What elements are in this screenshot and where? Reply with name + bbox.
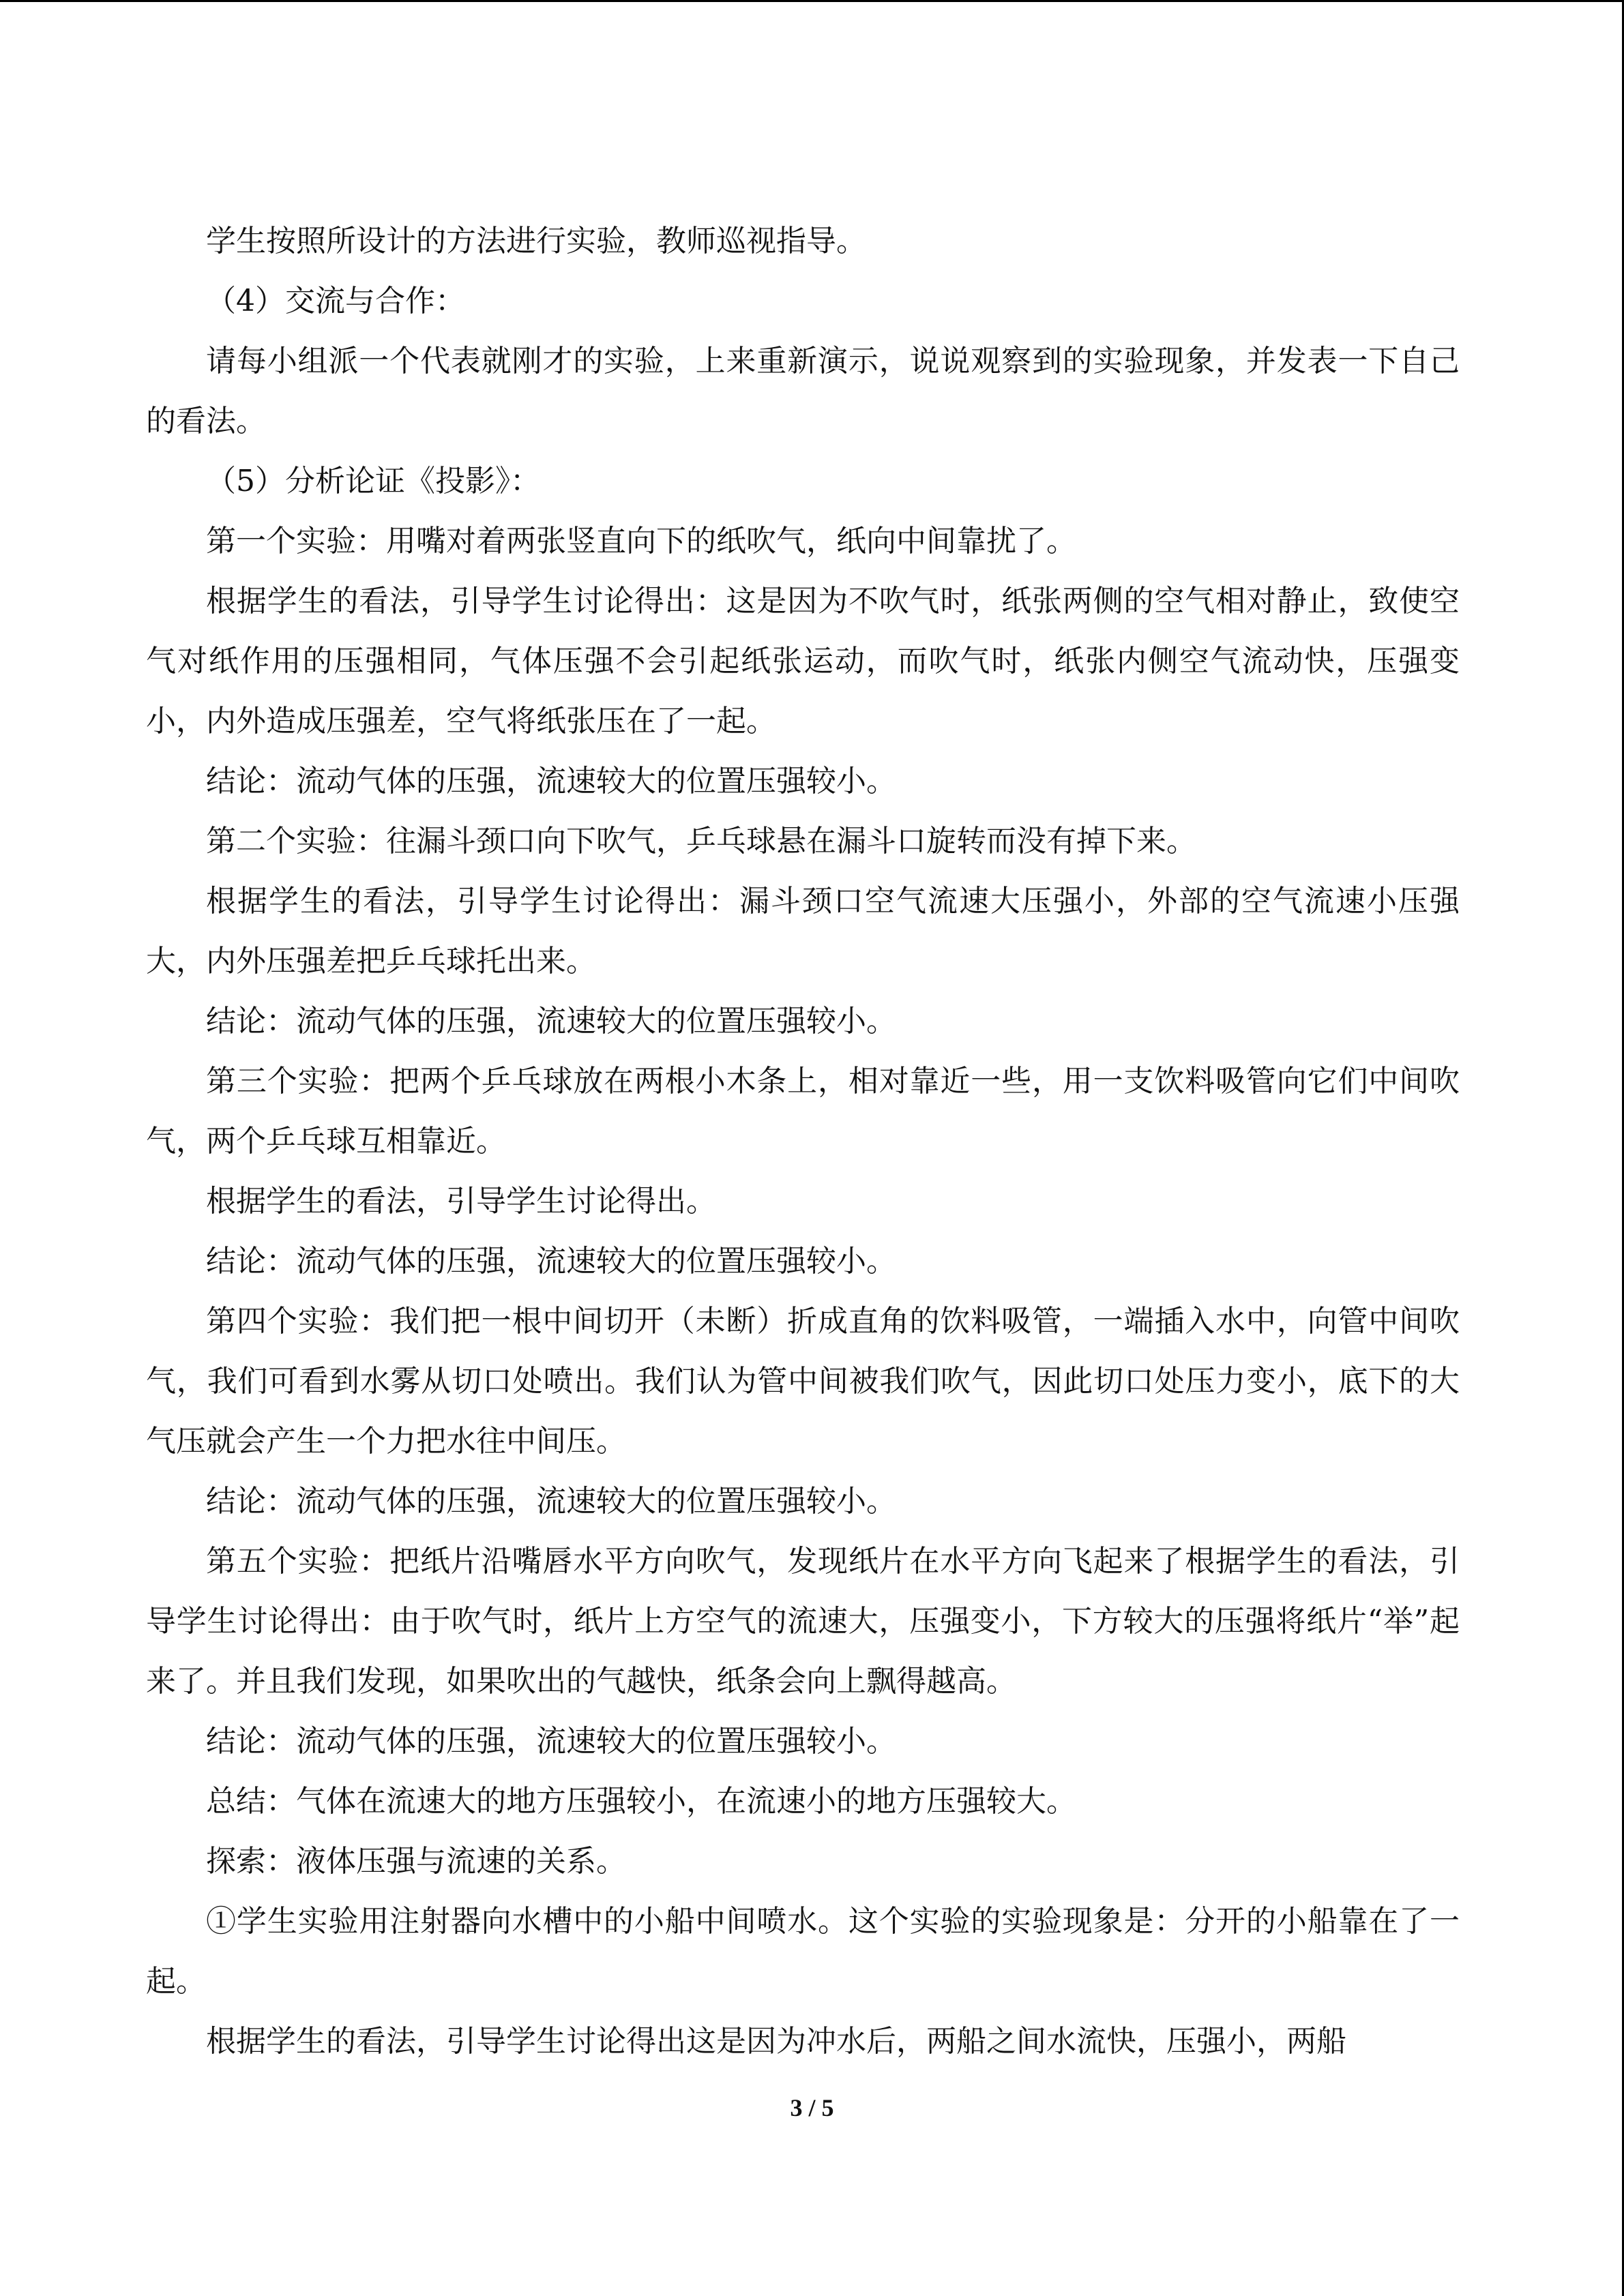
paragraph-discussion-2: 根据学生的看法，引导学生讨论得出：漏斗颈口空气流速大压强小，外部的空气流速小压强大，内外压强差把乒乓球托出来。 xyxy=(146,884,1460,979)
paragraph-experiment-5: 第五个实验：把纸片沿嘴唇水平方向吹气，发现纸片在水平方向飞起来了根据学生的看法，引导学生讨论得出：由于吹气时，纸片上方空气的流速大，压强变小，下方较大的压强将纸片“举”起来了。并且我们发现，如果吹出的气越快，纸条会向上飘得越高。 xyxy=(146,1544,1460,1699)
paragraph-discussion-1: 根据学生的看法，引导学生讨论得出：这是因为不吹气时，纸张两侧的空气相对静止，致使空气对纸作用的压强相同，气体压强不会引起纸张运动，而吹气时，纸张内侧空气流动快，压强变小，内外造成压强差，空气将纸张压在了一起。 xyxy=(146,584,1460,739)
page-top-border xyxy=(0,0,1624,2)
paragraph-experiment-guidance: 学生按照所设计的方法进行实验，教师巡视指导。 xyxy=(206,224,866,258)
paragraph-experiment-3: 第三个实验：把两个乒乓球放在两根小木条上，相对靠近一些，用一支饮料吸管向它们中间吹气，两个乒乓球互相靠近。 xyxy=(146,1064,1460,1159)
paragraph-exploration: 探索：液体压强与流速的关系。 xyxy=(206,1844,626,1879)
paragraph-conclusion-5: 结论：流动气体的压强，流速较大的位置压强较小。 xyxy=(206,1724,896,1759)
page-number: 3 / 5 xyxy=(790,2094,834,2121)
paragraph-discussion-3: 根据学生的看法，引导学生讨论得出。 xyxy=(206,1184,716,1219)
heading-analysis: （5）分析论证《投影》： xyxy=(206,464,540,498)
paragraph-experiment-1: 第一个实验：用嘴对着两张竖直向下的纸吹气，纸向中间靠扰了。 xyxy=(206,524,1076,558)
paragraph-boat-discussion: 根据学生的看法，引导学生讨论得出这是因为冲水后，两船之间水流快，压强小，两船 xyxy=(206,2024,1346,2059)
paragraph-experiment-2: 第二个实验：往漏斗颈口向下吹气，乒乓球悬在漏斗口旋转而没有掉下来。 xyxy=(206,824,1196,859)
paragraph-conclusion-2: 结论：流动气体的压强，流速较大的位置压强较小。 xyxy=(206,1004,896,1039)
paragraph-boat-experiment: ①学生实验用注射器向水槽中的小船中间喷水。这个实验的实验现象是：分开的小船靠在了一起。 xyxy=(146,1904,1460,1999)
paragraph-conclusion-4: 结论：流动气体的压强，流速较大的位置压强较小。 xyxy=(206,1484,896,1519)
paragraph-experiment-4: 第四个实验：我们把一根中间切开（未断）折成直角的饮料吸管，一端插入水中，向管中间吹气，我们可看到水雾从切口处喷出。我们认为管中间被我们吹气，因此切口处压力变小，底下的大气压就会产生一个力把水往中间压。 xyxy=(146,1304,1460,1459)
document-body xyxy=(146,211,1460,2072)
paragraph-summary: 总结：气体在流速大的地方压强较小，在流速小的地方压强较大。 xyxy=(206,1784,1076,1819)
paragraph-conclusion-3: 结论：流动气体的压强，流速较大的位置压强较小。 xyxy=(206,1244,896,1279)
paragraph-group-demo: 请每小组派一个代表就刚才的实验，上来重新演示，说说观察到的实验现象，并发表一下自己的看法。 xyxy=(146,344,1460,438)
paragraph-conclusion-1: 结论：流动气体的压强，流速较大的位置压强较小。 xyxy=(206,764,896,799)
heading-communication: （4）交流与合作： xyxy=(206,284,465,318)
